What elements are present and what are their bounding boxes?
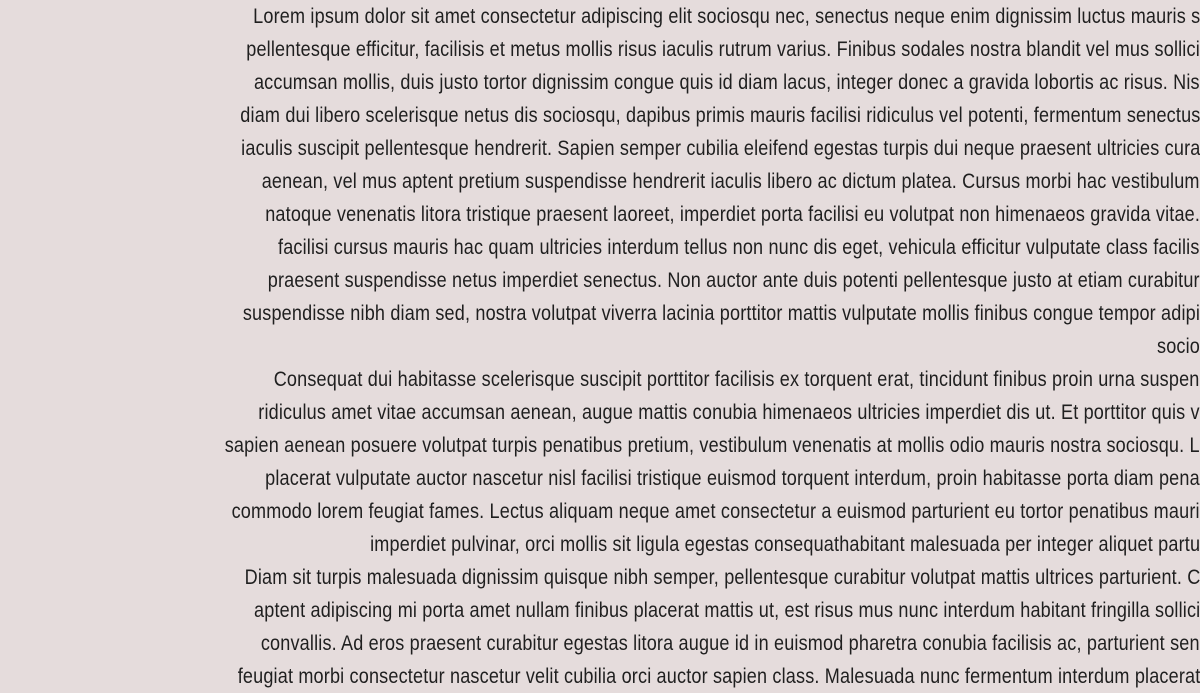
text-line-2: pellentesque efficitur, facilisis et metus mollis risus iaculis rutrum varius. Finibus sodales nostra blandit vel mus sollici xyxy=(246,38,1200,61)
text-line-13: ridiculus amet vitae accumsan aenean, augue mattis conubia himenaeos ultricies imperdiet dis ut. Et porttitor quis v xyxy=(258,401,1200,424)
text-line-11: socio xyxy=(1156,335,1200,358)
text-line-10: suspendisse nibh diam sed, nostra volutpat viverra lacinia porttitor mattis vulputate mollis finibus congue tempor adipi xyxy=(242,302,1200,325)
text-line-20: convallis. Ad eros praesent curabitur egestas litora augue id in euismod pharetra conubia facilisis ac, parturient sen xyxy=(261,632,1200,655)
text-line-19: aptent adipiscing mi porta amet nullam finibus placerat mattis ut, est risus mus nunc interdum habitant fringilla sollici xyxy=(253,599,1200,622)
text-line-4: diam dui libero scelerisque netus dis sociosqu, dapibus primis mauris facilisi ridiculus vel potenti, fermentum senectus xyxy=(239,104,1200,127)
text-line-18: Diam sit turpis malesuada dignissim quisque nibh semper, pellentesque curabitur volutpat mattis ultrices parturient. C xyxy=(244,566,1200,589)
text-line-15: placerat vulputate auctor nascetur nisl facilisi tristique euismod torquent interdum, proin habitasse porta diam pena xyxy=(265,467,1200,490)
text-line-9: praesent suspendisse netus imperdiet senectus. Non auctor ante duis potenti pellentesque justo at etiam curabitur xyxy=(267,269,1200,292)
text-line-17: imperdiet pulvinar, orci mollis sit ligula egestas consequathabitant malesuada per integer aliquet partu xyxy=(369,533,1200,556)
text-line-8: facilisi cursus mauris hac quam ultricies interdum tellus non nunc dis eget, vehicula efficitur vulputate class facilis xyxy=(278,236,1200,259)
text-line-1: Lorem ipsum dolor sit amet consectetur adipiscing elit sociosqu nec, senectus neque enim dignissim luctus mauris s xyxy=(252,5,1200,28)
text-line-12: Consequat dui habitasse scelerisque suscipit porttitor facilisis ex torquent erat, tincidunt finibus proin urna suspen xyxy=(274,368,1200,391)
text-line-3: accumsan mollis, duis justo tortor dignissim congue quis id diam lacus, integer donec a gravida lobortis ac risus. Nis xyxy=(254,71,1200,94)
text-line-16: commodo lorem feugiat fames. Lectus aliquam neque amet consectetur a euismod parturient eu tortor penatibus mauri xyxy=(231,500,1200,523)
text-line-7: natoque venenatis litora tristique praesent laoreet, imperdiet porta facilisi eu volutpat non himenaeos gravida vitae. xyxy=(265,203,1200,226)
text-line-21: feugiat morbi consectetur nascetur velit cubilia orci auctor sapien class. Malesuada nunc fermentum interdum placerat xyxy=(237,665,1200,688)
text-line-14: sapien aenean posuere volutpat turpis penatibus pretium, vestibulum venenatis at mollis odio mauris nostra sociosqu. L xyxy=(224,434,1200,457)
text-line-6: aenean, vel mus aptent pretium suspendisse hendrerit iaculis libero ac dictum platea. Cursus morbi hac vestibulum xyxy=(262,170,1200,193)
text-line-5: iaculis suscipit pellentesque hendrerit. Sapien semper cubilia eleifend egestas turpis dui neque praesent ultricies cura xyxy=(240,137,1200,160)
